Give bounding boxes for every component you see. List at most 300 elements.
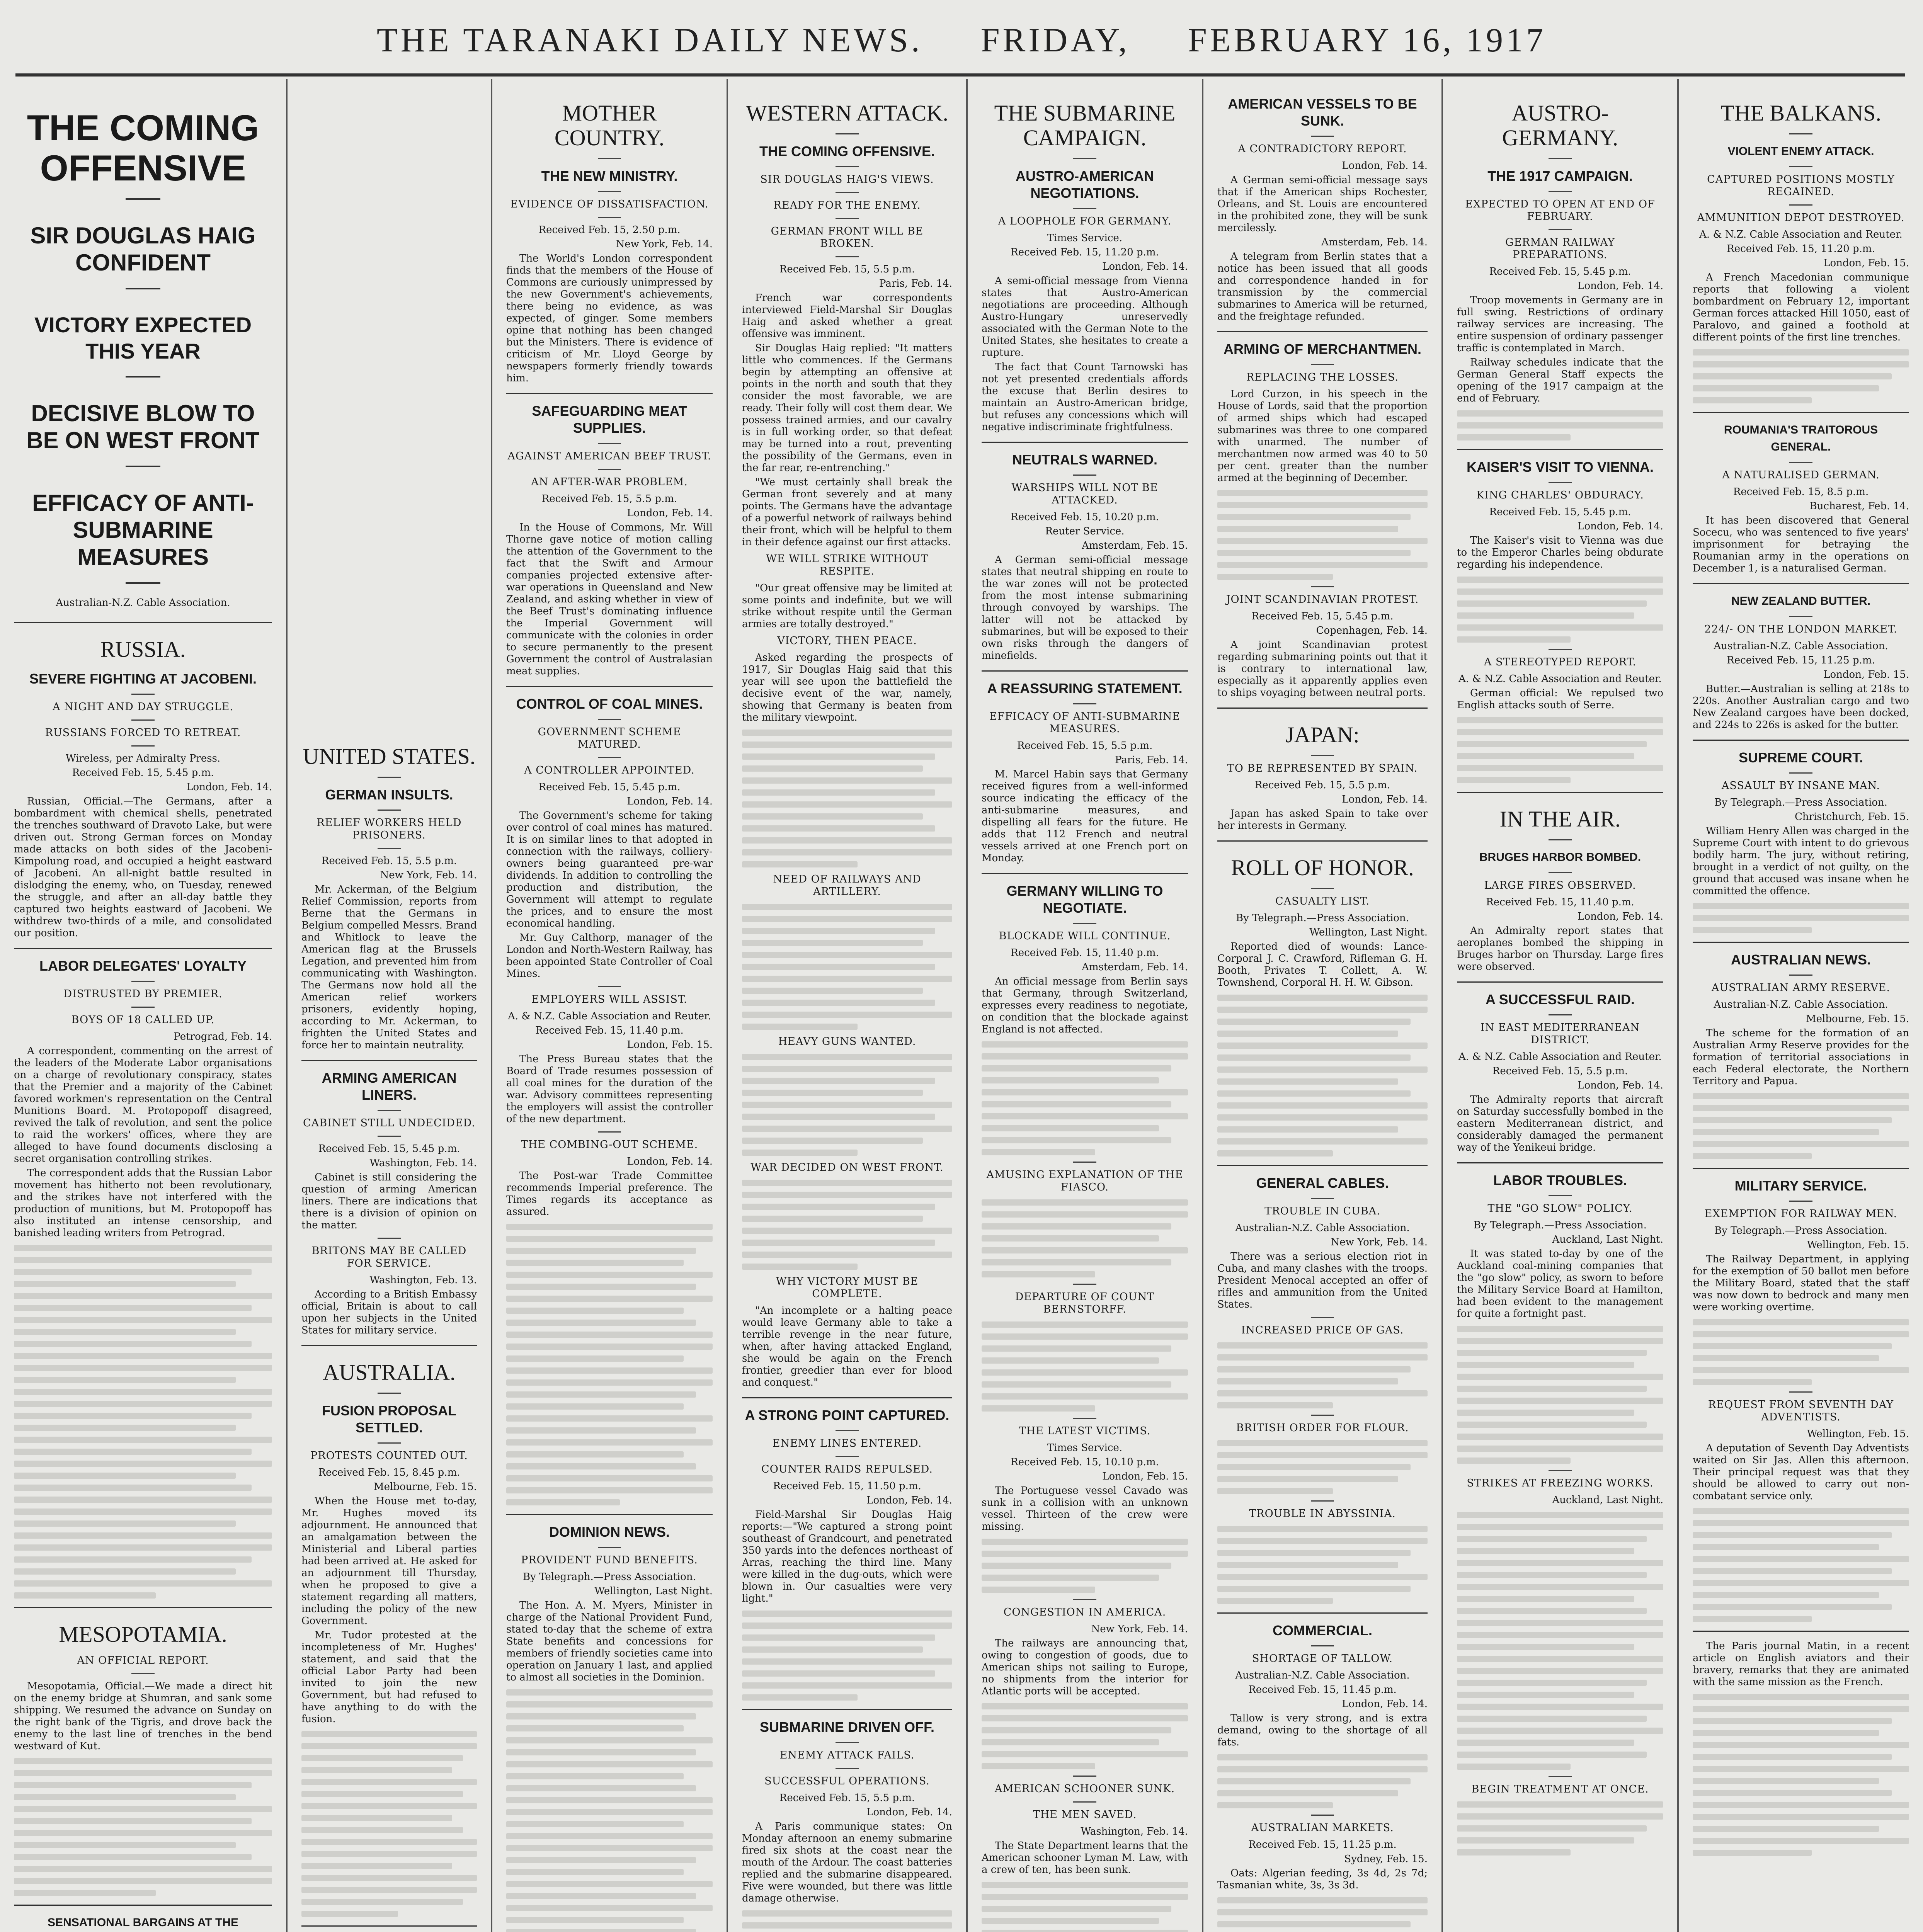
kaiser-visit-title: KAISER'S VISIT TO VIENNA. [1467, 459, 1654, 475]
roll-of-honor-dateline: Wellington, Last Night. [1309, 927, 1428, 938]
submarine-campaign-body: A semi-official message from Vienna states that Austro-American negotiations are proceeding. Although Austro-Hungary unreservedly associated with the German Note to the United States, she hesitates to create a rupture. [982, 275, 1188, 359]
american-vessels-dateline: London, Feb. 14. [1342, 160, 1428, 172]
reassuring-title: A REASSURING STATEMENT. [987, 680, 1183, 696]
nz-butter-body: Butter.—Australian is selling at 218s to 220s. Another Australian cargo and two New Zealand cargoes have been docked, and 224s to 226s is asked for the butter. [1693, 683, 1909, 731]
australia-subhead: PROTESTS COUNTED OUT. [310, 1450, 468, 1462]
commercial-dateline: Sydney, Feb. 15. [1344, 1853, 1428, 1865]
illegible-text [1217, 490, 1428, 580]
illegible-text [1693, 1694, 1909, 1856]
submarine-campaign-body: The fact that Count Tarnowski has not yet presented credentials affords the excuse that Berlin desires to maintain an Austro-American bridge, but refuses any concessions which will negative indiscriminate frightfulness. [982, 361, 1188, 433]
kaiser-visit-source: A. & N.Z. Cable Association and Reuter. [1458, 673, 1662, 685]
mother-country-received: Received Feb. 15, 2.50 p.m. [538, 224, 681, 236]
commercial-subhead: SHORTAGE OF TALLOW. [1252, 1653, 1393, 1665]
military-service-source: By Telegraph.—Press Association. [1714, 1225, 1887, 1236]
germany-negotiate-received: Received Feb. 15, 11.40 p.m. [1011, 947, 1159, 959]
commercial-received: Received Feb. 15, 11.25 p.m. [1248, 1839, 1397, 1850]
strong-point-subhead: COUNTER RAIDS REPULSED. [761, 1463, 933, 1475]
reassuring-received: Received Feb. 15, 5.5 p.m. [1017, 740, 1153, 752]
commercial-source: Australian-N.Z. Cable Association. [1235, 1670, 1410, 1681]
germany-negotiate-body: The Portuguese vessel Cavado was sunk in a collision with an unknown vessel. Thirteen of the crew were missing. [982, 1485, 1188, 1532]
american-vessels-subhead: A CONTRADICTORY REPORT. [1238, 143, 1407, 155]
nz-butter-title: NEW ZEALAND BUTTER. [1731, 595, 1870, 607]
dominion-news-title: DOMINION NEWS. [549, 1524, 670, 1540]
russia-dateline: London, Feb. 14. [186, 781, 272, 793]
germany-negotiate-title: GERMANY WILLING TO NEGOTIATE. [1006, 883, 1163, 916]
coal-mines-source: A. & N.Z. Cable Association and Reuter. [508, 1010, 711, 1022]
roumania-title: ROUMANIA'S TRAITOROUS GENERAL. [1724, 423, 1878, 453]
lead-headline: THE COMING OFFENSIVE [27, 107, 259, 188]
neutrals-warned-title: NEUTRALS WARNED. [1012, 452, 1157, 468]
labor-delegates-body: The correspondent adds that the Russian Labor movement has hitherto not been revolutionary, and the strikes have not interfered with the production of munitions, but M. Protopopoff has also instituted an intense censorship, and banished leading writers from Petrograd. [14, 1167, 272, 1239]
lead-deck: VICTORY EXPECTED THIS YEAR [34, 313, 252, 363]
meat-supplies-subhead: AN AFTER-WAR PROBLEM. [531, 476, 688, 488]
austro-germany-body: Railway schedules indicate that the German General Staff expects the opening of the 1917 campaign at the end of February. [1457, 357, 1663, 404]
column-7 [1443, 79, 1677, 1932]
military-service-dateline: Wellington, Feb. 15. [1807, 1239, 1909, 1251]
military-service-body: The Paris journal Matin, in a recent article on English aviators and their bravery, remarks that they are animated with the same mission as the French. [1693, 1640, 1909, 1688]
illegible-text [1693, 903, 1909, 933]
illegible-text [982, 1199, 1188, 1277]
submarine-campaign-dateline: London, Feb. 14. [1102, 261, 1188, 272]
illegible-text [1217, 1440, 1428, 1494]
germany-negotiate-subhead: THE LATEST VICTIMS. [1019, 1425, 1151, 1437]
coal-mines-subhead: A CONTROLLER APPOINTED. [524, 764, 695, 776]
balkans-subhead: AMMUNITION DEPOT DESTROYED. [1697, 212, 1905, 224]
illegible-text [1457, 1801, 1663, 1855]
coal-mines-body: Mr. Guy Calthorp, manager of the London and North-Western Railway, has been appointed State Controller of Coal Mines. [506, 932, 713, 980]
coal-mines-dateline: London, Feb. 14. [627, 1156, 713, 1167]
united-states-received: Received Feb. 15, 5.5 p.m. [321, 855, 457, 867]
reassuring-subhead: EFFICACY OF ANTI-SUBMARINE MEASURES. [989, 711, 1180, 735]
illegible-text [1217, 995, 1428, 1156]
military-service-subhead: EXEMPTION FOR RAILWAY MEN. [1704, 1208, 1897, 1220]
illegible-text [506, 1689, 713, 1932]
arming-liners-subhead: CABINET STILL UNDECIDED. [303, 1117, 475, 1129]
commercial-received: Received Feb. 15, 11.45 p.m. [1248, 1684, 1397, 1696]
roll-of-honor-source: By Telegraph.—Press Association. [1236, 912, 1409, 924]
arming-liners-received: Received Feb. 15, 5.45 p.m. [318, 1143, 460, 1155]
congestion-body: The State Department learns that the American schooner Lyman M. Law, with a crew of ten, has been sunk. [982, 1840, 1188, 1876]
congestion-dateline: Washington, Feb. 14. [1081, 1826, 1188, 1837]
neutrals-warned-subhead: WARSHIPS WILL NOT BE ATTACKED. [1011, 482, 1158, 506]
general-cables-subhead: TROUBLE IN ABYSSINIA. [1249, 1508, 1396, 1520]
mother-country-headline: THE NEW MINISTRY. [541, 168, 678, 184]
neutrals-warned-body: A German semi-official message states that neutral shipping en route to the war zones will not be protected from the most intense submarining through convoyed by warships. The latter will not be attacked by submarines, but will be exposed to their own risks through the dangers of minefields. [982, 554, 1188, 662]
lead-deck: DECISIVE BLOW TO BE ON WEST FRONT [26, 400, 260, 453]
commercial-subhead: AUSTRALIAN MARKETS. [1251, 1822, 1394, 1834]
strong-point-subhead: ENEMY LINES ENTERED. [772, 1437, 922, 1449]
arming-liners-dateline: Washington, Feb. 13. [369, 1274, 477, 1286]
western-attack-received: Received Feb. 15, 5.5 p.m. [779, 264, 915, 275]
meat-supplies-title: SAFEGUARDING MEAT SUPPLIES. [532, 403, 687, 436]
submarine-campaign-received: Received Feb. 15, 11.20 p.m. [1011, 247, 1159, 258]
in-the-air-headline: BRUGES HARBOR BOMBED. [1479, 851, 1641, 864]
kaiser-visit-dateline: London, Feb. 14. [1578, 520, 1663, 532]
mother-country-dateline: New York, Feb. 14. [616, 238, 713, 250]
germany-negotiate-subhead: DEPARTURE OF COUNT BERNSTORFF. [1015, 1291, 1155, 1315]
military-service-body: A deputation of Seventh Day Adventists waited on Sir Jas. Allen this afternoon. Their principal request was that they should be allowed to carry out non-combatant service only. [1693, 1442, 1909, 1502]
germany-negotiate-dateline: Amsterdam, Feb. 14. [1082, 961, 1188, 973]
western-attack-body: French war correspondents interviewed Field-Marshal Sir Douglas Haig and asked whether a great offensive was imminent. [742, 292, 952, 340]
russia-headline: SEVERE FIGHTING AT JACOBENI. [29, 671, 257, 687]
coal-mines-body: The Post-war Trade Committee recommends Imperial preference. The Times regards its acceptance as assured. [506, 1170, 713, 1218]
labor-troubles-subhead: THE "GO SLOW" POLICY. [1487, 1202, 1633, 1214]
labor-troubles-title: LABOR TROUBLES. [1493, 1172, 1627, 1188]
general-cables-subhead: BRITISH ORDER FOR FLOUR. [1236, 1422, 1409, 1434]
mother-country-title: MOTHER COUNTRY. [554, 100, 665, 150]
austro-germany-subhead: GERMAN RAILWAY PREPARATIONS. [1505, 236, 1615, 261]
australia-body: Mr. Tudor protested at the incompleteness of Mr. Hughes' statement, and said that the official Labor Party had been invited to join the new Government, but had refused to have anything to do with the fusion. [301, 1629, 477, 1725]
joint-scandinavian-dateline: Copenhagen, Feb. 14. [1316, 625, 1428, 636]
illegible-text [301, 1731, 477, 1917]
submarine-driven-off-subhead: SUCCESSFUL OPERATIONS. [764, 1775, 930, 1787]
germany-negotiate-subhead: AMUSING EXPLANATION OF THE FIASCO. [986, 1169, 1183, 1193]
japan-received: Received Feb. 15, 5.5 p.m. [1254, 779, 1390, 791]
successful-raid-body: The Admiralty reports that aircraft on Saturday successfully bombed in the eastern Mediterranean district, and considerably damaged the permanent way of the Yenikeui bridge. [1457, 1094, 1663, 1153]
japan-dateline: London, Feb. 14. [1342, 794, 1428, 805]
illegible-text [1457, 717, 1663, 783]
illegible-text [742, 1180, 952, 1270]
dominion-news-subhead: PROVIDENT FUND BENEFITS. [521, 1554, 698, 1566]
reassuring-dateline: Paris, Feb. 14. [1115, 754, 1188, 766]
supreme-court-subhead: ASSAULT BY INSANE MAN. [1721, 780, 1880, 792]
coal-mines-subhead: GOVERNMENT SCHEME MATURED. [538, 726, 681, 750]
illegible-text [982, 1041, 1188, 1155]
western-attack-subhead: VICTORY, THEN PEACE. [777, 635, 917, 647]
roumania-body: It has been discovered that General Socecu, who was sentenced to five years' imprisonment for betraying the Roumanian army in the operations on December 1, is a naturalised German. [1693, 515, 1909, 574]
strong-point-received: Received Feb. 15, 11.50 p.m. [773, 1480, 921, 1492]
in-the-air-subhead: LARGE FIRES OBSERVED. [1484, 879, 1636, 891]
austro-germany-subhead: EXPECTED TO OPEN AT END OF FEBRUARY. [1465, 198, 1655, 223]
reassuring-body: M. Marcel Habin says that Germany received figures from a well-informed source indicating the efficacy of the anti-submarine measures, and dispelling all fears for the future. He adds that 112 French and neutral vessels arrived at one French port on Monday. [982, 769, 1188, 864]
column-4 [728, 79, 966, 1932]
australian-news-dateline: Melbourne, Feb. 15. [1806, 1013, 1909, 1025]
illegible-text [1693, 1508, 1909, 1622]
supreme-court-dateline: Christchurch, Feb. 15. [1794, 811, 1909, 823]
joint-scandinavian-title: JOINT SCANDINAVIAN PROTEST. [1226, 594, 1419, 605]
neutrals-warned-source: Reuter Service. [1045, 526, 1125, 537]
dominion-news-body: The Hon. A. M. Myers, Minister in charge of the National Provident Fund, stated to-day that the scheme of extra State benefits and concessions for members of friendly societies came into operation on January 1 last, and applied to almost all societies in the Dominion. [506, 1600, 713, 1683]
australia-headline: FUSION PROPOSAL SETTLED. [322, 1403, 457, 1435]
united-states-dateline: New York, Feb. 14. [380, 869, 477, 881]
labor-troubles-body: It was stated to-day by one of the Auckland coal-mining companies that the "go slow" policy, as sworn to before the Military Service Board at Hamilton, had been evident to the management for quite a fortnight past. [1457, 1248, 1663, 1320]
military-service-title: MILITARY SERVICE. [1734, 1178, 1867, 1194]
illegible-text [1693, 1093, 1909, 1159]
commercial-dateline: London, Feb. 14. [1342, 1698, 1428, 1710]
germany-negotiate-received: Received Feb. 15, 10.10 p.m. [1011, 1456, 1159, 1468]
commercial-body: Oats: Algerian feeding, 3s 4d, 2s 7d; Tasmanian white, 3s, 3s 3d. [1217, 1867, 1428, 1891]
australia-received: Received Feb. 15, 8.45 p.m. [318, 1467, 460, 1478]
illegible-text [1457, 1326, 1663, 1464]
coal-mines-subhead: EMPLOYERS WILL ASSIST. [531, 993, 688, 1005]
arming-merchantmen-title: ARMING OF MERCHANTMEN. [1224, 341, 1421, 357]
russia-received: Received Feb. 15, 5.45 p.m. [72, 767, 214, 779]
australian-news-body: The scheme for the formation of an Australian Army Reserve provides for the formation of territorial associations in each Federal electorate, the Northern Territory and Papua. [1693, 1027, 1909, 1087]
illegible-text [1457, 1512, 1663, 1770]
column-8 [1679, 79, 1923, 1932]
roumania-subhead: A NATURALISED GERMAN. [1722, 469, 1880, 481]
general-cables-subhead: TROUBLE IN CUBA. [1264, 1205, 1380, 1217]
arming-liners-body: Cabinet is still considering the question of arming American liners. There are indications that there is a division of opinion on the matter. [301, 1172, 477, 1231]
western-attack-body: "We must certainly shall break the German front severely and at many points. The Germans have the advantage of a powerful network of railways behind their front, which will be helpful to them in their defence against our first attacks. [742, 476, 952, 548]
labor-delegates-subhead: BOYS OF 18 CALLED UP. [71, 1014, 215, 1026]
western-attack-dateline: Paris, Feb. 14. [879, 278, 952, 289]
labor-delegates-subhead: DISTRUSTED BY PREMIER. [63, 988, 223, 1000]
labor-delegates-title: LABOR DELEGATES' LOYALTY [39, 958, 247, 974]
germany-negotiate-source: Times Service. [1047, 1442, 1123, 1454]
arming-liners-title: ARMING AMERICAN LINERS. [322, 1070, 457, 1103]
bargains-title: SENSATIONAL BARGAINS AT THE [48, 1916, 238, 1929]
illegible-text [1217, 1342, 1428, 1408]
nz-butter-source: Australian-N.Z. Cable Association. [1714, 640, 1888, 652]
successful-raid-source: A. & N.Z. Cable Association and Reuter. [1458, 1051, 1662, 1063]
congestion-title: CONGESTION IN AMERICA. [1003, 1606, 1166, 1618]
submarine-driven-off-received: Received Feb. 15, 5.5 p.m. [779, 1792, 915, 1804]
illegible-text [982, 1539, 1188, 1593]
masthead-weekday: FRIDAY, [980, 22, 1130, 59]
australia-title: AUSTRALIA. [323, 1360, 456, 1385]
mother-country-subhead: EVIDENCE OF DISSATISFACTION. [510, 198, 709, 210]
western-attack-subhead: GERMAN FRONT WILL BE BROKEN. [771, 225, 924, 250]
balkans-source: A. & N.Z. Cable Association and Reuter. [1699, 229, 1903, 240]
illegible-text [742, 730, 952, 867]
western-attack-headline: THE COMING OFFENSIVE. [759, 143, 935, 159]
meat-supplies-received: Received Feb. 15, 5.5 p.m. [541, 493, 677, 505]
australian-news-source: Australian-N.Z. Cable Association. [1714, 999, 1888, 1010]
american-vessels-dateline: Amsterdam, Feb. 14. [1321, 236, 1428, 248]
submarine-campaign-title: THE SUBMARINE CAMPAIGN. [994, 100, 1176, 150]
illegible-text [1217, 1526, 1428, 1604]
arming-merchantmen-subhead: REPLACING THE LOSSES. [1246, 371, 1399, 383]
supreme-court-body: William Henry Allen was charged in the Supreme Court with intent to do grievous bodily harm. The jury, without retiring, brought in a verdict of not guilty, on the ground that accused was insane when he committed the offence. [1693, 825, 1909, 897]
roumania-received: Received Feb. 15, 8.5 p.m. [1733, 486, 1869, 498]
strong-point-dateline: London, Feb. 14. [866, 1495, 952, 1506]
arming-liners-dateline: Washington, Feb. 14. [369, 1157, 477, 1169]
balkans-body: A French Macedonian communique reports that following a violent bombardment on February 12, important German forces attacked Hill 1050, east of Paralovo, and gained a foothold at different points of the first line trenches. [1693, 272, 1909, 343]
western-attack-body: "An incomplete or a halting peace would leave Germany able to take a terrible revenge in the near future, when, after having attacked England, she would be again on the French frontier, greedier than ever for blood and conquest." [742, 1305, 952, 1388]
commercial-body: Tallow is very strong, and is extra demand, owing to the shortage of all fats. [1217, 1713, 1428, 1748]
balkans-dateline: London, Feb. 15. [1823, 257, 1909, 269]
illegible-text [14, 1245, 272, 1599]
germany-negotiate-body: An official message from Berlin says that Germany, through Switzerland, expresses every readiness to negotiate, on condition that the blockade against England is not affected. [982, 976, 1188, 1035]
in-the-air-title: IN THE AIR. [1499, 806, 1621, 832]
united-states-subhead: RELIEF WORKERS HELD PRISONERS. [317, 817, 462, 841]
balkans-title: THE BALKANS. [1720, 100, 1881, 126]
western-attack-title: WESTERN ATTACK. [746, 100, 948, 126]
strong-point-title: A STRONG POINT CAPTURED. [745, 1407, 950, 1423]
illegible-text [742, 1611, 952, 1701]
masthead-title: THE TARANAKI DAILY NEWS. [376, 22, 923, 59]
supreme-court-title: SUPREME COURT. [1738, 750, 1863, 765]
western-attack-subhead: READY FOR THE ENEMY. [773, 199, 921, 211]
meat-supplies-subhead: AGAINST AMERICAN BEEF TRUST. [507, 450, 711, 462]
balkans-received: Received Feb. 15, 11.20 p.m. [1727, 243, 1875, 255]
austro-germany-body: Troop movements in Germany are in full swing. Restrictions of ordinary railway services are increasing. The entire suspension of ordinary passenger traffic is contemplated in March. [1457, 294, 1663, 354]
general-cables-title: GENERAL CABLES. [1256, 1175, 1389, 1191]
kaiser-visit-received: Received Feb. 15, 5.45 p.m. [1489, 506, 1631, 518]
kaiser-visit-subhead: KING CHARLES' OBDURACY. [1476, 489, 1644, 501]
illegible-text [1217, 1754, 1428, 1808]
congestion-dateline: New York, Feb. 14. [1091, 1623, 1188, 1635]
western-attack-body: Sir Douglas Haig replied: "It matters little who commences. If the Germans begin by attempting an offensive at points in the north and south that they consider the most favorable, we are ready. Their folly will cost them dear. We possess trained armies, and our cavalry is in full working order, so that defeat may be turned into a rout, preventing the possibility of the Germans, even in the far rear, re-entrenching." [742, 342, 952, 474]
labor-troubles-subhead: STRIKES AT FREEZING WORKS. [1467, 1477, 1654, 1489]
germany-negotiate-subhead: BLOCKADE WILL CONTINUE. [999, 930, 1171, 942]
mesopotamia-title: MESOPOTAMIA. [59, 1622, 227, 1647]
american-vessels-body: A German semi-official message says that if the American ships Rochester, Orleans, and St. Louis are encountered in the prohibited zone, they will be sunk mercilessly. [1217, 174, 1428, 234]
joint-scandinavian-body: A joint Scandinavian protest regarding submarining points out that it is contrary to international law, especially as it apparently applies even to ships voyaging between neutral ports. [1217, 639, 1428, 699]
submarine-campaign-subhead: A LOOPHOLE FOR GERMANY. [998, 215, 1172, 227]
column-1 [0, 79, 286, 1932]
arming-liners-body: According to a British Embassy official, Britain is about to call upon her subjects in the United States for military service. [301, 1289, 477, 1336]
column-6 [1203, 79, 1441, 1932]
nz-butter-subhead: 224/- ON THE LONDON MARKET. [1704, 623, 1897, 635]
labor-troubles-dateline: Auckland, Last Night. [1552, 1494, 1663, 1506]
western-attack-body: "Our great offensive may be limited at some points and indefinite, but we will strike without respite until the German armies are totally destroyed." [742, 582, 952, 630]
western-attack-subhead: HEAVY GUNS WANTED. [778, 1036, 916, 1048]
mesopotamia-body: Mesopotamia, Official.—We made a direct hit on the enemy bridge at Shumran, and sank some shipping. We resumed the advance on Sunday on the right bank of the Tigris, and drove back the enemy to the last line of trenches in the bend westward of Kut. [14, 1680, 272, 1752]
illegible-text [1693, 1319, 1909, 1385]
illegible-text [982, 1703, 1188, 1769]
illegible-text [1457, 410, 1663, 440]
successful-raid-received: Received Feb. 15, 5.5 p.m. [1492, 1065, 1628, 1077]
masthead-rule [15, 73, 1905, 77]
labor-delegates-body: A correspondent, commenting on the arrest of the leaders of the Moderate Labor organisations on a charge of revolutionary conspiracy, states that the Premier and a majority of the Cabinet favored workmen's representation on the Central Munitions Board. M. Protopopoff disagreed, revived the talk of revolution, and sent the police to raid the workers' offices, where they are alleged to have found documents disclosing a secret organisation controlling strikes. [14, 1045, 272, 1165]
illegible-text [1693, 349, 1909, 403]
mesopotamia-subhead: AN OFFICIAL REPORT. [77, 1655, 209, 1667]
arming-merchantmen-body: Lord Curzon, in his speech in the House of Lords, said that the proportion of armed ships which had escaped submarines was three to one compared with unarmed. The number of merchantmen now armed was 40 to 50 per cent. greater than the number armed at the beginning of December. [1217, 388, 1428, 484]
roll-of-honor-subhead: CASUALTY LIST. [1275, 895, 1370, 907]
general-cables-dateline: New York, Feb. 14. [1331, 1236, 1428, 1248]
illegible-text [1457, 577, 1663, 643]
roll-of-honor-body: Reported died of wounds: Lance-Corporal J. C. Crawford, Rifleman G. H. Booth, Privates T. Collett, A. W. Townshend, Corporal H. H. W. Gibson. [1217, 941, 1428, 988]
balkans-headline: VIOLENT ENEMY ATTACK. [1727, 145, 1874, 158]
in-the-air-dateline: London, Feb. 14. [1578, 911, 1663, 922]
austro-germany-headline: THE 1917 CAMPAIGN. [1487, 168, 1633, 184]
masthead [0, 12, 1923, 70]
military-service-dateline: Wellington, Feb. 15. [1807, 1428, 1909, 1440]
western-attack-subhead: NEED OF RAILWAYS AND ARTILLERY. [773, 873, 921, 898]
successful-raid-dateline: London, Feb. 14. [1578, 1080, 1663, 1091]
in-the-air-received: Received Feb. 15, 11.40 p.m. [1486, 896, 1634, 908]
in-the-air-body: An Admiralty report states that aeroplanes bombed the shipping in Bruges harbor on Thursday. Large fires were observed. [1457, 925, 1663, 973]
illegible-text [742, 1910, 952, 1932]
nz-butter-received: Received Feb. 15, 11.25 p.m. [1727, 655, 1875, 666]
congestion-body: The railways are announcing that, owing to congestion of goods, due to American ships not sailing to Europe, no shipments from the interior for Atlantic ports will be accepted. [982, 1638, 1188, 1697]
western-attack-subhead: WAR DECIDED ON WEST FRONT. [750, 1162, 944, 1173]
submarine-campaign-headline: AUSTRO-AMERICAN NEGOTIATIONS. [1016, 168, 1154, 201]
labor-delegates-dateline: Petrograd, Feb. 14. [174, 1031, 272, 1043]
column-2 [288, 723, 491, 1932]
germany-negotiate-dateline: London, Feb. 15. [1102, 1471, 1188, 1482]
congestion-subhead: AMERICAN SCHOONER SUNK. [994, 1783, 1175, 1795]
kaiser-visit-subhead: A STEREOTYPED REPORT. [1484, 656, 1637, 668]
congestion-subhead: THE MEN SAVED. [1033, 1809, 1137, 1821]
strong-point-body: Field-Marshal Sir Douglas Haig reports:—"We captured a strong point southeast of Grandcourt, and penetrated 350 yards into the defences northeast of Arras, reaching the third line. Many were killed in the dug-outs, which were blown in. Our casualties were very light." [742, 1509, 952, 1604]
general-cables-subhead: INCREASED PRICE OF GAS. [1241, 1324, 1404, 1336]
balkans-subhead: CAPTURED POSITIONS MOSTLY REGAINED. [1707, 173, 1895, 198]
coal-mines-dateline: London, Feb. 15. [627, 1039, 713, 1051]
column-3 [492, 79, 727, 1932]
lead-deck: EFFICACY OF ANTI-SUBMARINE MEASURES [32, 490, 254, 570]
coal-mines-received: Received Feb. 15, 11.40 p.m. [535, 1025, 684, 1036]
meat-supplies-body: In the House of Commons, Mr. Will Thorne gave notice of motion calling the attention of the Government to the fact that the Swift and Armour companies projected extensive after-war operations in Queensland and New Zealand, and asking whether in view of the Beef Trust's dominating influence the Imperial Government will communicate with the colonies in order to secure permanently to the present Government the control of Australasian meat supplies. [506, 522, 713, 677]
illegible-text [742, 1054, 952, 1156]
japan-title: JAPAN: [1285, 722, 1360, 747]
coal-mines-received: Received Feb. 15, 5.45 p.m. [538, 781, 681, 793]
australia-body: When the House met to-day, Mr. Hughes moved its adjournment. He announced that an amalgamation between the Ministerial and Liberal parties had been arrived at. He asked for an adjournment till Thursday, when he proposed to give a statement regarding all matters, including the policy of the new Government. [301, 1495, 477, 1627]
austro-germany-received: Received Feb. 15, 5.45 p.m. [1489, 266, 1631, 277]
australian-news-subhead: AUSTRALIAN ARMY RESERVE. [1711, 982, 1891, 994]
western-attack-body: Asked regarding the prospects of 1917, Sir Douglas Haig said that this year will see upon the battlefield the decisive event of the war, namely, showing that Germany is beaten from the military viewpoint. [742, 652, 952, 723]
mother-country-body: The World's London correspondent finds that the members of the House of Commons are curiously unimpressed by the new Government's achievements, there being no evidence, as was expected, of ginger. Some members opine that nothing has been changed but the Ministers. There is evidence of criticism of Mr. Lloyd George by newspapers formerly friendly towards him. [506, 253, 713, 384]
meat-supplies-dateline: London, Feb. 14. [627, 507, 713, 519]
successful-raid-subhead: IN EAST MEDITERRANEAN DISTRICT. [1480, 1022, 1640, 1046]
neutrals-warned-received: Received Feb. 15, 10.20 p.m. [1011, 511, 1159, 523]
labor-troubles-source: By Telegraph.—Press Association. [1474, 1219, 1647, 1231]
general-cables-source: Australian-N.Z. Cable Association. [1235, 1222, 1410, 1234]
russia-source: Wireless, per Admiralty Press. [65, 753, 221, 764]
successful-raid-title: A SUCCESSFUL RAID. [1485, 992, 1635, 1007]
western-attack-subhead: WE WILL STRIKE WITHOUT RESPITE. [766, 553, 928, 577]
nz-butter-dateline: London, Feb. 15. [1823, 669, 1909, 680]
column-5 [968, 79, 1202, 1932]
labor-troubles-subhead: BEGIN TREATMENT AT ONCE. [1471, 1783, 1649, 1795]
arming-liners-subhead: BRITONS MAY BE CALLED FOR SERVICE. [311, 1245, 467, 1269]
neutrals-warned-dateline: Amsterdam, Feb. 15. [1082, 540, 1188, 551]
austro-germany-title: AUSTRO-GERMANY. [1502, 100, 1618, 150]
western-attack-subhead: SIR DOUGLAS HAIG'S VIEWS. [760, 173, 934, 185]
united-states-title: UNITED STATES. [303, 744, 476, 769]
coal-mines-body: The Government's scheme for taking over control of coal mines has matured. It is on similar lines to that adopted in connection with the railways, colliery-owners being guaranteed pre-war dividends. In addition to controlling the production and distribution, the Government will attempt to regulate the prices, and to ensure the most economical handling. [506, 810, 713, 929]
labor-troubles-dateline: Auckland, Last Night. [1552, 1234, 1663, 1245]
general-cables-body: There was a serious election riot in Cuba, and many clashes with the troops. President Menocal accepted an offer of rifles and ammunition from the United States. [1217, 1251, 1428, 1310]
dominion-news-source: By Telegraph.—Press Association. [523, 1571, 696, 1583]
masthead-date: FEBRUARY 16, 1917 [1188, 22, 1547, 59]
submarine-driven-off-dateline: London, Feb. 14. [866, 1806, 952, 1818]
united-states-headline: GERMAN INSULTS. [325, 787, 453, 803]
illegible-text [982, 1321, 1188, 1412]
coal-mines-subhead: THE COMBING-OUT SCHEME. [521, 1139, 698, 1151]
coal-mines-dateline: London, Feb. 14. [627, 796, 713, 807]
illegible-text [982, 1882, 1188, 1932]
illegible-text [14, 1758, 272, 1896]
illegible-text [506, 1224, 713, 1505]
illegible-text [742, 904, 952, 1030]
coal-mines-title: CONTROL OF COAL MINES. [516, 696, 703, 712]
russia-title: RUSSIA. [100, 637, 186, 662]
japan-body: Japan has asked Spain to take over her interests in Germany. [1217, 808, 1428, 832]
coal-mines-body: The Press Bureau states that the Board of Trade resumes possession of all coal mines for the duration of the war. Advisory committees representing the employers will assist the controller of the new department. [506, 1053, 713, 1125]
military-service-body: The Railway Department, in applying for the exemption of 50 ballot men before the Military Board, stated that the staff was now down to bedrock and many men were working overtime. [1693, 1253, 1909, 1313]
russia-subhead: RUSSIANS FORCED TO RETREAT. [45, 727, 241, 739]
kaiser-visit-body: The Kaiser's visit to Vienna was due to the Emperor Charles being obdurate regarding his independence. [1457, 535, 1663, 570]
submarine-driven-off-subhead: ENEMY ATTACK FAILS. [779, 1749, 915, 1761]
submarine-driven-off-body: A Paris communique states: On Monday afternoon an enemy submarine fired six shots at the coast near the mouth of the Ardour. The coast batteries replied and the submarine disappeared. Five were wounded, but there was little damage otherwise. [742, 1821, 952, 1904]
submarine-campaign-source: Times Service. [1047, 232, 1123, 244]
military-service-subhead: REQUEST FROM SEVENTH DAY ADVENTISTS. [1708, 1399, 1894, 1423]
austro-germany-dateline: London, Feb. 14. [1578, 280, 1663, 292]
western-attack-subhead: WHY VICTORY MUST BE COMPLETE. [776, 1276, 919, 1300]
australia-dateline: Melbourne, Feb. 15. [374, 1481, 477, 1493]
kaiser-visit-body: German official: We repulsed two English attacks south of Serre. [1457, 687, 1663, 711]
japan-subhead: TO BE REPRESENTED BY SPAIN. [1227, 762, 1418, 774]
commercial-title: COMMERCIAL. [1273, 1622, 1372, 1638]
russia-subhead: A NIGHT AND DAY STRUGGLE. [53, 701, 233, 713]
joint-scandinavian-received: Received Feb. 15, 5.45 p.m. [1251, 611, 1394, 622]
dominion-news-dateline: Wellington, Last Night. [594, 1585, 713, 1597]
australian-news-title: AUSTRALIAN NEWS. [1731, 952, 1871, 968]
supreme-court-source: By Telegraph.—Press Association. [1714, 797, 1887, 808]
